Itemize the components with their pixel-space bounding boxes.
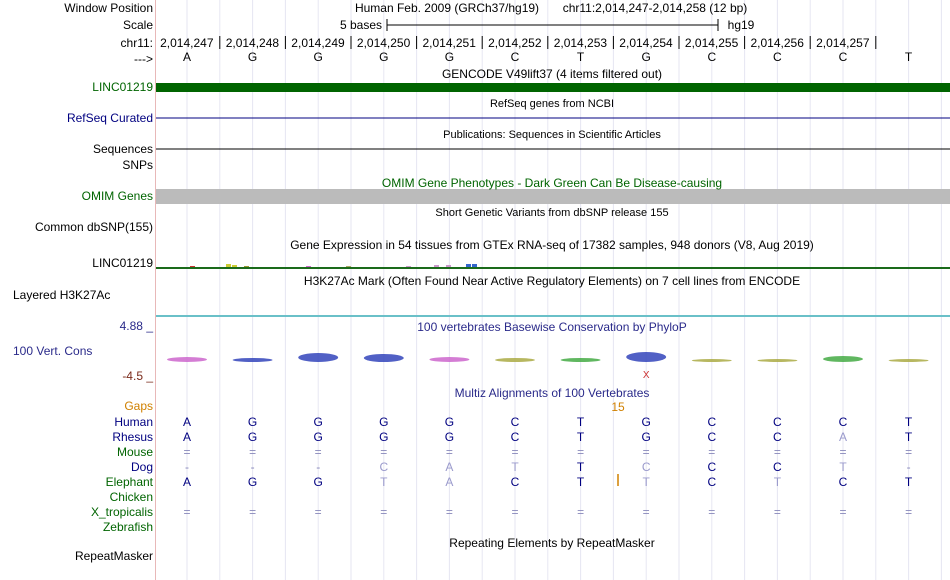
conservation-min-label: -4.5 _	[122, 369, 153, 383]
alignment-base: G	[313, 430, 323, 444]
ruler-position: 2,014,253	[553, 36, 608, 50]
alignment-base: =	[445, 445, 453, 459]
alignment-base: C	[510, 430, 520, 444]
alignment-base: C	[707, 415, 717, 429]
h3k27ac-track-title: H3K27Ac Mark (Often Found Near Active Regulatory Elements) on 7 cell lines from ENCODE	[303, 274, 801, 288]
alignment-base: T	[773, 475, 782, 489]
alignment-base: T	[904, 430, 913, 444]
gtex-tissue-bar	[190, 266, 195, 267]
species-label[interactable]: Mouse	[116, 445, 153, 459]
alignment-base: T	[904, 415, 913, 429]
alignment-base: =	[773, 505, 781, 519]
ruler-position: 2,014,254	[619, 36, 673, 50]
alignment-base: G	[247, 475, 258, 489]
conservation-glyph	[823, 356, 863, 362]
chrom-label[interactable]: chr11:	[120, 36, 153, 50]
alignment-base: =	[314, 445, 322, 459]
strand-label[interactable]: --->	[134, 52, 153, 66]
alignment-base: G	[379, 415, 389, 429]
alignment-base: T	[576, 415, 585, 429]
omim-bar	[156, 189, 950, 204]
alignment-base: =	[642, 445, 650, 459]
alignment-base: =	[183, 505, 191, 519]
alignment-base: =	[905, 445, 913, 459]
ruler-position: 2,014,252	[488, 36, 542, 50]
conservation-glyph	[298, 353, 338, 362]
gtex-tissue-bar	[466, 264, 471, 267]
alignment-base: =	[183, 445, 191, 459]
gtex-tissue-bar	[434, 265, 439, 267]
ruler-base: A	[182, 50, 192, 64]
alignment-base: =	[642, 505, 650, 519]
ruler-position: 2,014,251	[422, 36, 476, 50]
multiz-track-title: Multiz Alignments of 100 Vertebrates	[454, 386, 650, 400]
ruler-position: 2,014,257	[816, 36, 870, 50]
alignment-base: A	[182, 430, 192, 444]
alignment-base: T	[839, 460, 847, 474]
gtex-track-title: Gene Expression in 54 tissues from GTEx RNA-seq of 17382 samples, 948 donors (V8, Aug 2019)	[290, 238, 814, 252]
species-label[interactable]: Human	[114, 415, 153, 429]
alignment-base: -	[316, 460, 321, 474]
window-position-label[interactable]: Window Position	[64, 1, 153, 15]
gap-count-label: 15	[611, 400, 625, 414]
alignment-base: T	[642, 475, 650, 489]
gencode-gene-bar	[156, 83, 950, 92]
refseq-track-title: RefSeq genes from NCBI	[489, 98, 615, 110]
scale-label[interactable]: Scale	[122, 18, 153, 32]
gaps-label[interactable]: Gaps	[124, 399, 153, 413]
alignment-base: C	[641, 460, 651, 474]
omim-track-title: OMIM Gene Phenotypes - Dark Green Can Be Disease-causing	[381, 176, 723, 190]
ruler-base: G	[313, 50, 323, 64]
alignment-base: =	[249, 445, 257, 459]
snps-track-label[interactable]: SNPs	[122, 158, 153, 172]
alignment-base: =	[511, 505, 519, 519]
repeatmasker-track-label[interactable]: RepeatMasker	[74, 549, 153, 563]
sequences-track-label[interactable]: Sequences	[92, 142, 153, 156]
alignment-base: =	[249, 505, 257, 519]
refseq-track-label[interactable]: RefSeq Curated	[66, 111, 153, 125]
alignment-base: G	[247, 430, 258, 444]
dbsnp-track-title: Short Genetic Variants from dbSNP release 155	[435, 207, 669, 219]
gtex-track-label[interactable]: LINC01219	[92, 256, 153, 270]
dbsnp-track-label[interactable]: Common dbSNP(155)	[34, 220, 153, 234]
conservation-max-label: 4.88 _	[119, 319, 153, 333]
conservation-glyph	[889, 359, 929, 362]
alignment-base: =	[708, 445, 716, 459]
ruler-base: C	[707, 50, 717, 64]
ruler-position: 2,014,247	[160, 36, 214, 50]
alignment-base: T	[904, 475, 913, 489]
conservation-glyph	[561, 358, 601, 362]
ruler-position: 2,014,248	[225, 36, 280, 50]
species-label[interactable]: Rhesus	[112, 430, 153, 444]
conservation-track-label[interactable]: 100 Vert. Cons	[13, 344, 93, 358]
ruler-base: G	[444, 50, 455, 64]
alignment-base: C	[773, 430, 782, 444]
alignment-base: G	[444, 430, 455, 444]
alignment-base: =	[511, 445, 519, 459]
omim-track-label[interactable]: OMIM Genes	[81, 189, 153, 203]
scale-text: 5 bases	[339, 18, 383, 32]
alignment-base: T	[576, 460, 585, 474]
alignment-base: G	[247, 415, 258, 429]
alignment-base: C	[773, 460, 782, 474]
alignment-base: -	[250, 460, 255, 474]
alignment-base: C	[707, 475, 717, 489]
alignment-base: C	[510, 475, 520, 489]
alignment-base: -	[185, 460, 189, 474]
conservation-neg-glyph: X	[642, 370, 650, 381]
alignment-base: C	[510, 415, 520, 429]
alignment-base: C	[838, 475, 848, 489]
alignment-base: -	[906, 460, 911, 474]
alignment-base: =	[773, 445, 781, 459]
ruler-base: T	[904, 50, 913, 64]
alignment-base: C	[838, 415, 848, 429]
alignment-base: =	[445, 505, 453, 519]
ruler-base: T	[576, 50, 585, 64]
gtex-tissue-bar	[472, 264, 477, 267]
alignment-base: C	[707, 460, 717, 474]
conservation-glyph	[233, 358, 273, 362]
ruler-base: G	[247, 50, 258, 64]
species-label[interactable]: Chicken	[109, 490, 153, 504]
alignment-base: =	[577, 505, 585, 519]
gtex-tissue-bar	[244, 266, 249, 267]
alignment-base: C	[773, 415, 782, 429]
alignment-base: T	[380, 475, 388, 489]
alignment-base: G	[313, 415, 323, 429]
track-label-column	[0, 0, 155, 580]
db-text: hg19	[727, 18, 755, 32]
alignment-base: =	[314, 505, 322, 519]
alignment-base: C	[707, 430, 717, 444]
alignment-base: A	[445, 475, 454, 489]
alignment-base: =	[380, 445, 388, 459]
alignment-base: =	[839, 505, 847, 519]
conservation-glyph	[167, 357, 207, 362]
h3k27ac-track-label[interactable]: Layered H3K27Ac	[13, 288, 111, 302]
alignment-base: G	[641, 415, 651, 429]
gtex-tissue-bar	[346, 266, 351, 267]
species-label[interactable]: Elephant	[105, 475, 153, 489]
gtex-tissue-bar	[406, 266, 411, 267]
conservation-glyph	[692, 359, 732, 362]
track-area[interactable]	[156, 0, 950, 580]
ruler-base: C	[773, 50, 782, 64]
ruler-base: G	[379, 50, 389, 64]
ruler-base: C	[838, 50, 848, 64]
gtex-tissue-bar	[232, 265, 237, 267]
ruler-position: 2,014,250	[356, 36, 411, 50]
alignment-base: T	[511, 460, 519, 474]
gencode-track-title: GENCODE V49lift37 (4 items filtered out)	[441, 67, 663, 81]
assembly-text: Human Feb. 2009 (GRCh37/hg19)	[354, 1, 540, 15]
alignment-base: A	[838, 430, 848, 444]
alignment-base: C	[379, 460, 389, 474]
ruler-position: 2,014,255	[684, 36, 739, 50]
alignment-base: G	[641, 430, 651, 444]
conservation-glyph	[757, 359, 797, 362]
ruler-base: C	[510, 50, 520, 64]
alignment-base: T	[576, 430, 585, 444]
repeatmasker-track-title: Repeating Elements by RepeatMasker	[449, 536, 655, 550]
alignment-base: =	[708, 505, 716, 519]
species-label[interactable]: X_tropicalis	[90, 505, 153, 519]
gtex-tissue-bar	[306, 266, 311, 267]
species-label[interactable]: Dog	[130, 460, 153, 474]
alignment-base: =	[380, 505, 388, 519]
alignment-base: A	[445, 460, 454, 474]
conservation-glyph	[495, 358, 535, 362]
ruler-position: 2,014,249	[291, 36, 345, 50]
conservation-glyph	[364, 354, 404, 362]
ruler-base: G	[641, 50, 651, 64]
conservation-glyph	[626, 352, 666, 362]
conservation-track-title: 100 vertebrates Basewise Conservation by PhyloP	[417, 320, 687, 334]
gtex-tissue-bar	[226, 264, 231, 267]
alignment-base: G	[444, 415, 455, 429]
alignment-base: A	[182, 475, 192, 489]
alignment-base: T	[576, 475, 585, 489]
species-label[interactable]: Zebrafish	[102, 520, 153, 534]
alignment-base: =	[839, 445, 847, 459]
alignment-base: =	[905, 505, 913, 519]
alignment-base: G	[379, 430, 389, 444]
position-text: chr11:2,014,247-2,014,258 (12 bp)	[562, 1, 748, 15]
gencode-track-label[interactable]: LINC01219	[92, 80, 153, 94]
gtex-tissue-bar	[446, 265, 451, 267]
alignment-base: G	[313, 475, 323, 489]
publications-track-title: Publications: Sequences in Scientific Articles	[443, 129, 661, 141]
alignment-base: A	[182, 415, 192, 429]
alignment-base: =	[577, 445, 585, 459]
conservation-glyph	[429, 357, 469, 362]
ruler-position: 2,014,256	[750, 36, 804, 50]
